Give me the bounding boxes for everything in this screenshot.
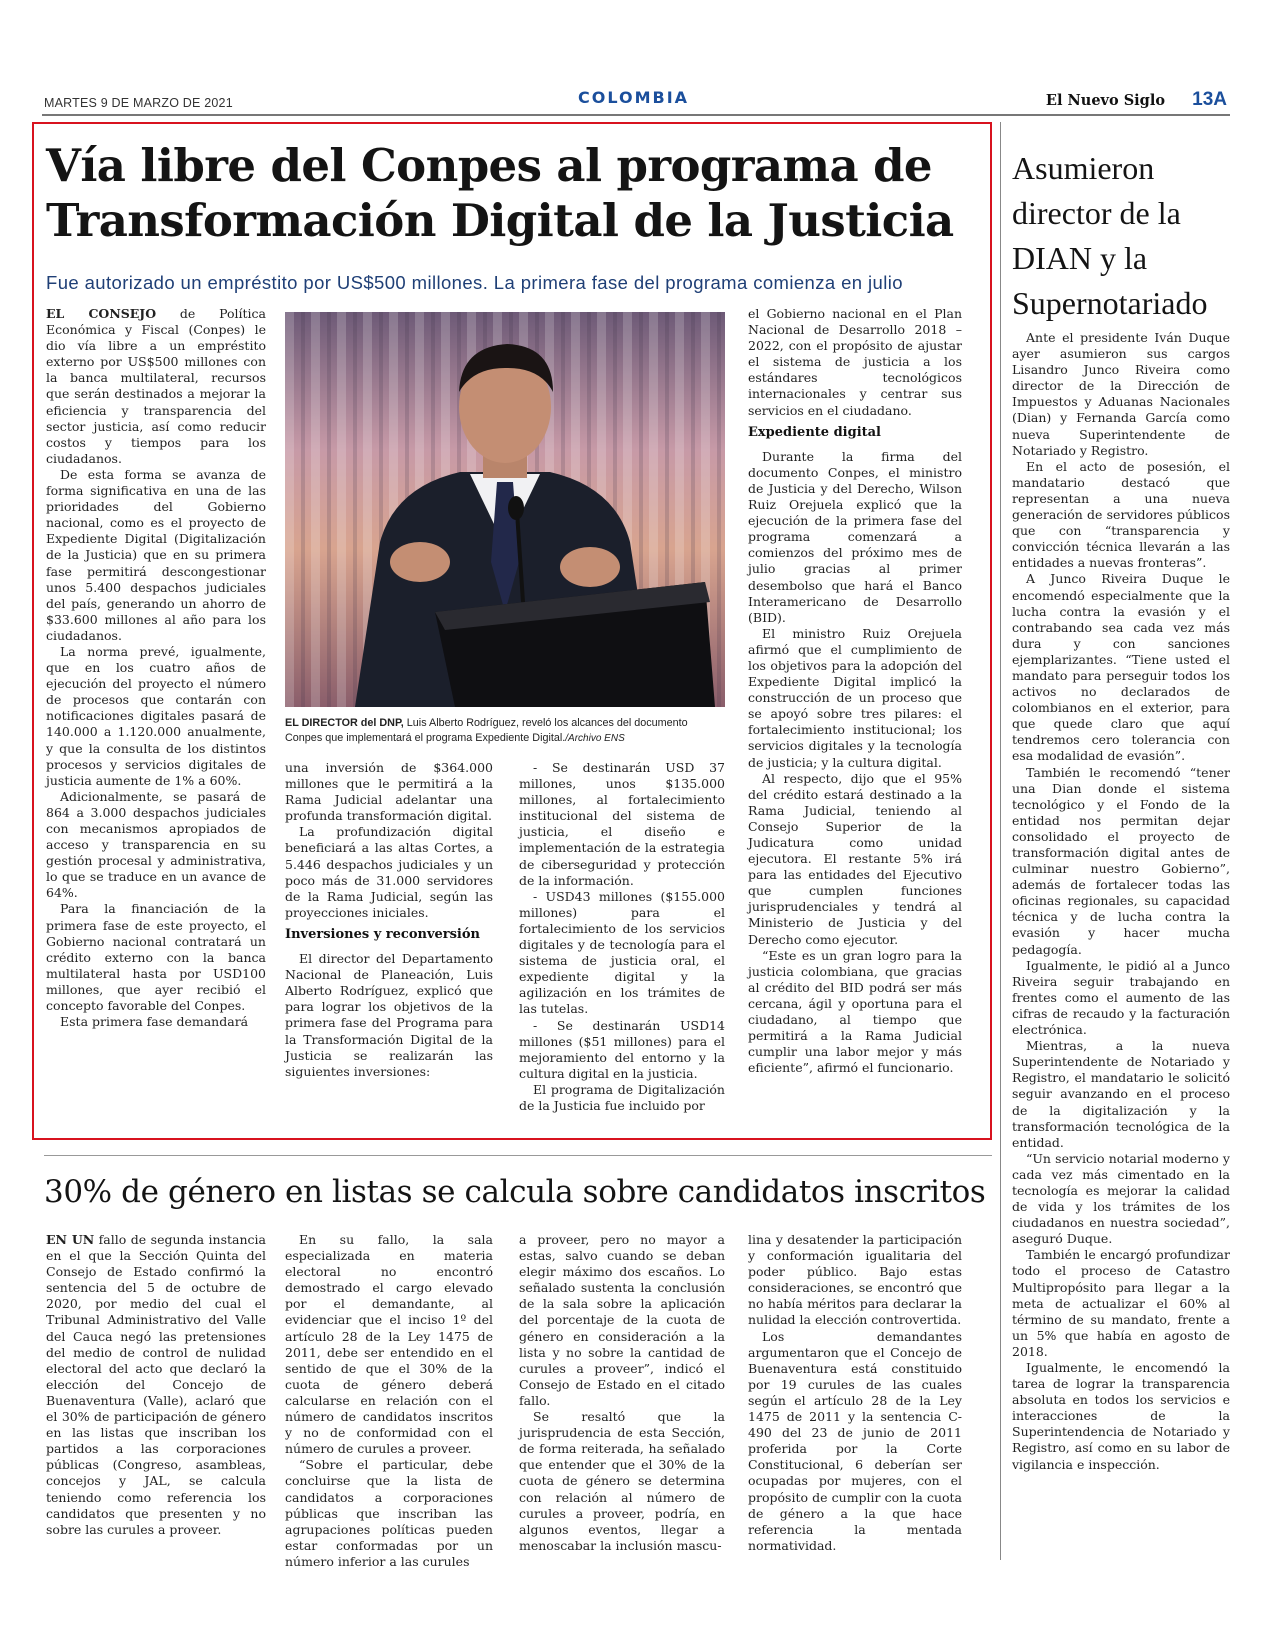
paragraph: lina y desatender la participación y conformación igualitaria del poder público. Bajo estas consideraciones, se encontró que no había méritos para declarar la nulidad la elección controvertida. <box>748 1232 962 1328</box>
director-photo <box>285 312 725 707</box>
lead-words: EL CONSEJO <box>46 306 157 321</box>
paragraph <box>46 1232 266 1538</box>
paragraph: Los demandantes argumentaron que el Concejo de Buenaventura está constituido por 19 curules de las cuales según el artículo 28 de la Ley 1475 de 2011 y la sentencia C-490 del 23 de junio de 2011 proferida por la Corte Constitucional, 6 deberían ser ocupadas por mujeres, con el propósito de cumplir con la cuota de género a la que hace referencia la mentada normatividad. <box>748 1328 962 1553</box>
photo-credit: /Archivo ENS <box>565 733 625 744</box>
paragraph: También le recomendó “tener una Dian donde el sistema tecnológico y el Fondo de la entidad nos permitan dejar consolidado el proyecto de transformación digital antes de culminar nuestro Gobierno”, además de fortalecer todas las oficinas regionales, su capacidad técnica y de lucha contra la evasión y hacer mucha pedagogía. <box>1012 764 1230 957</box>
paragraph-text: de Política Económica y Fiscal (Conpes) le dio vía libre a un empréstito externo por US$500 millones con la banca multilateral, recursos que serán destinados a mejorar la eficiencia y transparencia del sector justicia, así como reducir costos y tiempos para los ciudadanos. <box>46 306 266 466</box>
main-article-column-4 <box>748 306 962 1076</box>
paragraph: El director del Departamento Nacional de Planeación, Luis Alberto Rodríguez, explicó que para lograr los objetivos de la primera fase del Programa para la Transformación Digital de la Justicia se realizarán las siguientes inversiones: <box>285 951 493 1079</box>
paragraph: “Un servicio notarial moderno y cada vez más cimentado en la tecnología es mejorar la calidad de vida y los trámites de los ciudadanos en nuestra sociedad”, aseguró Duque. <box>1012 1150 1230 1247</box>
section-heading: Expediente digital <box>748 424 881 440</box>
lead-words: EN UN <box>46 1232 95 1247</box>
page-number: 13A <box>1192 89 1227 110</box>
caption-lead: EL DIRECTOR del DNP, <box>285 717 404 729</box>
side-column-divider <box>1000 122 1001 1560</box>
header-rule <box>42 114 1230 116</box>
paragraph: a proveer, pero no mayor a estas, salvo cuando se deban elegir máximo dos escaños. Lo señalado sustenta la conclusión de la sala sobre la aplicación del porcentaje de la cuota de género en consideración a la lista y no sobre la cantidad de curules a proveer”, indicó el Consejo de Estado en el citado fallo. <box>519 1232 725 1408</box>
paragraph: Se resaltó que la jurisprudencia de esta Sección, de forma reiterada, ha señalado que entender que el 30% de la cuota de género se determina con relación al número de curules a proveer, podría, en algunos eventos, llegar a menoscabar la inclusión mascu- <box>519 1409 725 1553</box>
paragraph <box>46 306 266 467</box>
main-article-column-3 <box>519 760 725 1114</box>
paragraph: - USD43 millones ($155.000 millones) para el fortalecimiento de los servicios digitales y de tecnología para el sistema de justicia oral, el expediente digital y la agilización en los trámites de las tutelas. <box>519 888 725 1017</box>
paragraph: El programa de Digitalización de la Justicia fue incluido por <box>519 1081 725 1113</box>
paragraph: La norma prevé, igualmente, que en los cuatro años de ejecución del proyecto el número de procesos que contarán con notificaciones digitales pasará de 140.000 a 1.120.000 anualmente, y que la consulta de los distintos procesos y servicios digitales de justicia aumente de 1% a 60%. <box>46 643 266 788</box>
paragraph: Al respecto, dijo que el 95% del crédito estará destinado a la Rama Judicial, teniendo al Consejo Superior de la Judicatura como unidad ejecutora. El restante 5% irá para las entidades del Ejecutivo que cumplen funciones jurisprudenciales y tendrá al Ministerio de Justicia y del Derecho como ejecutor. <box>748 770 962 947</box>
paragraph: En el acto de posesión, el mandatario destacó que representan a una nueva generación de servidores públicos que con “transparencia y convicción técnica llevarán a las entidades a nuevas fronteras”. <box>1012 458 1230 571</box>
paragraph: La profundización digital beneficiará a las altas Cortes, a 5.446 despachos judiciales y un poco más de 31.000 servidores de la Rama Judicial, según las proyecciones iniciales. <box>285 824 493 920</box>
issue-date: MARTES 9 DE MARZO DE 2021 <box>44 96 233 110</box>
paragraph: “Este es un gran logro para la justicia colombiana, que gracias al crédito del BID podrá ser más cercana, ágil y oportuna para el ciudadano, al tiempo que permitirá a la Rama Judicial cumplir una labor mejor y más eficiente”, afirmó el funcionario. <box>748 947 962 1076</box>
second-article-column-4 <box>748 1232 962 1554</box>
paragraph: Ante el presidente Iván Duque ayer asumieron sus cargos Lisandro Junco Riveira como director de la Dirección de Impuestos y Aduanas Nacionales (Dian) y Fernanda García como nueva Superintendente de Notariado y Registro. <box>1012 330 1230 458</box>
director-photo-illustration <box>285 312 725 707</box>
article-separator <box>44 1155 992 1156</box>
second-article-column-1 <box>46 1232 266 1538</box>
paragraph: - Se destinarán USD14 millones ($51 millones) para el mejoramiento del entorno y la cultura digital en la justicia. <box>519 1017 725 1081</box>
paragraph-text: fallo de segunda instancia en el que la Sección Quinta del Consejo de Estado confirmó la sentencia del 5 de octubre de 2020, por medio del cual el Tribunal Administrativo del Valle del Cauca negó las pretensiones del medio de control de nulidad electoral del acto que declaró la elección del Concejo de Buenaventura (Valle), aclaró que el 30% de participación de género en las listas que inscriban los partidos a las corporaciones públicas (Congreso, asambleas, concejos y JAL, se calcula teniendo como referencia los candidatos que presenten y no sobre las curules a proveer. <box>46 1232 266 1537</box>
second-article-column-2 <box>285 1232 493 1570</box>
paragraph: En su fallo, la sala especializada en materia electoral no encontró demostrado el cargo elevado por el demandante, al evidenciar que el inciso 1º del artículo 28 de la Ley 1475 de 2011, debe ser entendido en el sentido de que el 30% de la cuota de género deberá calcularse en relación con el número de candidatos inscritos y no de conformidad con el número de curules a proveer. <box>285 1232 493 1457</box>
paragraph: Adicionalmente, se pasará de 864 a 3.000 despachos judiciales con mecanismos apropiados de acceso y transparencia en su gestión procesal y administrativa, lo que se traduce en un avance de 64%. <box>46 788 266 901</box>
paragraph: “Sobre el particular, debe concluirse que la lista de candidatos a corporaciones públicas que inscriban las agrupaciones políticas pueden estar conformadas por un número inferior a las curules <box>285 1457 493 1569</box>
photo-caption <box>285 716 725 746</box>
side-article-title: Asumieron director de la DIAN y la Supernotariado <box>1012 150 1208 321</box>
caption-text: Luis Alberto Rodríguez, reveló los alcances del documento Conpes que implementará el programa Expediente Digital. <box>285 717 688 744</box>
side-article-body <box>1012 330 1230 1473</box>
paragraph: una inversión de $364.000 millones que le permitirá a la Rama Judicial adelantar una profunda transformación digital. <box>285 760 493 824</box>
second-article-title: 30% de género en listas se calcula sobre candidatos inscritos <box>44 1174 986 1210</box>
paragraph: el Gobierno nacional en el Plan Nacional de Desarrollo 2018 – 2022, con el propósito de ajustar el sistema de justicia a los estándares tecnológicos internacionales y centrar sus servicios en el ciudadano. <box>748 306 962 418</box>
paragraph: De esta forma se avanza de forma significativa en una de las prioridades del Gobierno nacional, como es el proyecto de Expediente Digital (Digitalización de la Justicia) que en su primera fase permitirá descongestionar unos 5.400 despachos judiciales del país, generando un ahorro de $33.600 millones al año para los ciudadanos. <box>46 466 266 643</box>
newspaper-name: El Nuevo Siglo <box>1045 92 1165 109</box>
paragraph: A Junco Riveira Duque le encomendó especialmente que la lucha contra la evasión y el contrabando sea cada vez más dura y con sanciones ejemplarizantes. “Tiene usted el mandato para perseguir todos los activos no declarados de colombianos en el exterior, para que quede claro que aquí tendremos cero tolerancia con esa modalidad de evasión”. <box>1012 571 1230 764</box>
paragraph: Durante la firma del documento Conpes, el ministro de Justicia y del Derecho, Wilson Ruiz Orejuela explicó que la ejecución de la primera fase del programa comenzará a comienzos del próximo mes de julio gracias al primer desembolso que hará el Banco Interamericano de Desarrollo (BID). <box>748 448 962 625</box>
paragraph: Igualmente, le encomendó la tarea de lograr la transparencia absoluta en todos los servicios e interacciones de la Superintendencia de Notariado y Registro, así como en su labor de vigilancia e inspección. <box>1012 1360 1230 1472</box>
paragraph: Para la financiación de la primera fase de este proyecto, el Gobierno nacional contratará un crédito externo con la banca multilateral hasta por USD100 millones, que ayer recibió el concepto favorable del Conpes. <box>46 901 266 1014</box>
paragraph: Mientras, a la nueva Superintendente de Notariado y Registro, el mandatario le solicitó seguir avanzando en el proceso de la digitalización y la transformación tecnológica de la entidad. <box>1012 1038 1230 1150</box>
main-article-subtitle: Fue autorizado un empréstito por US$500 millones. La primera fase del programa comienza en julio <box>46 272 903 293</box>
section-heading: Inversiones y reconversión <box>285 926 480 942</box>
second-article-column-3 <box>519 1232 725 1554</box>
main-article-column-1 <box>46 306 266 1030</box>
paragraph: Igualmente, le pidió al a Junco Riveira seguir trabajando en frentes como el aumento de las cifras de recaudo y la facturación electrónica. <box>1012 957 1230 1038</box>
paragraph: También le encargó profundizar todo el proceso de Catastro Multipropósito para llegar a la meta de actualizar el 60% al término de su mandato, frente a un 5% que había en agosto de 2018. <box>1012 1247 1230 1359</box>
main-article-title: Vía libre del Conpes al programa de Transformación Digital de la Justicia <box>46 139 954 247</box>
section-name: COLOMBIA <box>578 88 690 107</box>
paragraph: El ministro Ruiz Orejuela afirmó que el cumplimiento de los objetivos para la adopción del Expediente Digital implicó la construcción de un proceso que se apoyó sobre tres pilares: el fortalecimiento institucional; los servicios digitales y la tecnología de justicia; y la cultura digital. <box>748 625 962 770</box>
main-article-column-2 <box>285 760 493 1080</box>
paragraph: - Se destinarán USD 37 millones, unos $135.000 millones, al fortalecimiento institucional del sistema de justicia, el diseño e implementación de la estrategia de ciberseguridad y protección de la información. <box>519 760 725 888</box>
paragraph: Esta primera fase demandará <box>60 1014 249 1030</box>
